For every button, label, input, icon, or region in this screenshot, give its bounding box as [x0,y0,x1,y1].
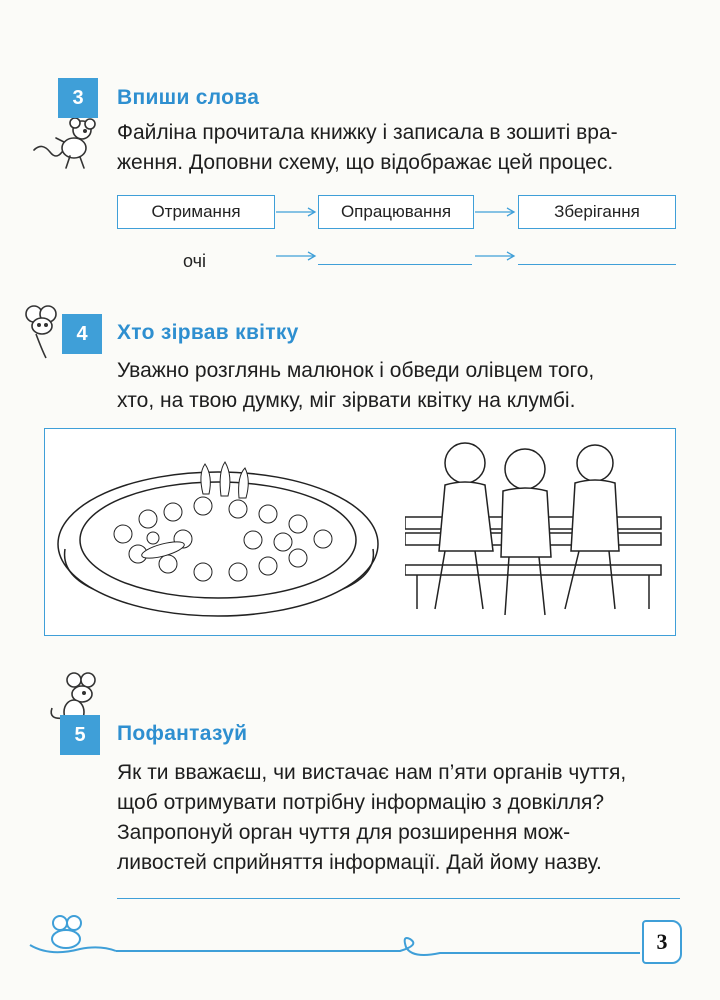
footer-mouse-decoration-icon [20,905,640,975]
scheme-box-storage: Зберігання [518,195,676,229]
answer-first-word: очі [183,251,206,271]
task-5-number-badge: 5 [60,715,100,755]
illustration-frame [44,428,676,636]
mouse-mascot-icon [30,112,100,172]
task-4-title: Хто зірвав квітку [117,321,299,344]
task-5-text-line-1: Як ти вважаєш, чи вистачає нам п’яти органів чуття, [117,761,627,784]
scheme-box-receiving: Отримання [117,195,275,229]
task-4-number-badge: 4 [62,314,102,354]
arrow-right-icon [276,248,318,264]
task-3-number-badge: 3 [58,78,98,118]
arrow-right-icon [475,248,517,264]
answer-blank-processing[interactable] [318,264,472,265]
flowerbed-illustration [53,454,393,624]
task-5-text-line-4: ливостей сприйняття інформації. Дай йому назву. [117,851,602,874]
task-3-text-line-2: ження. Доповни схему, що відображає цей процес. [117,151,614,174]
arrow-right-icon [276,204,318,220]
scheme-box-processing: Опрацювання [318,195,474,229]
answer-blank-storage[interactable] [518,264,676,265]
page-number: 3 [642,920,682,964]
task-5-text-line-3: Запропонуй орган чуття для розширення мож- [117,821,571,844]
boys-on-bench-illustration [405,433,665,633]
arrow-right-icon [475,204,517,220]
task-3-text-line-1: Файліна прочитала книжку і записала в зошиті вра- [117,121,618,144]
answer-line-task-5[interactable] [117,898,680,899]
task-4-text-line-1: Уважно розглянь малюнок і обведи олівцем того, [117,359,595,382]
task-5-title: Пофантазуй [117,722,248,745]
task-3-title: Впиши слова [117,86,260,109]
task-5-text-line-2: щоб отримувати потрібну інформацію з довкілля? [117,791,605,814]
task-4-text-line-2: хто, на твою думку, міг зірвати квітку на клумбі. [117,389,576,412]
mouse-mascot-icon [20,302,68,360]
